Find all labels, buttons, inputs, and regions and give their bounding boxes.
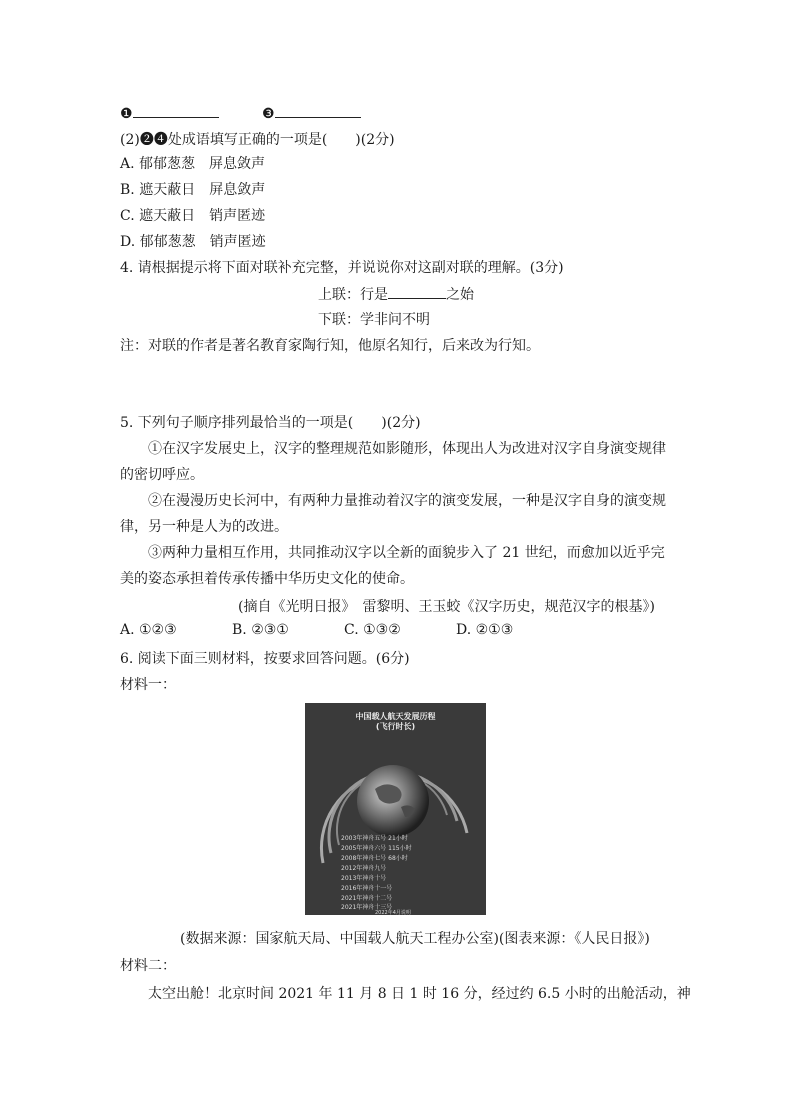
q5-source: (摘自《光明日报》 雷黎明、王玉蛟《汉字历史，规范汉字的根基》) xyxy=(238,599,655,615)
figure-item: 2008年神舟七号 68小时 xyxy=(341,855,408,862)
figure-subtitle: (飞行时长) xyxy=(375,722,416,731)
q5-s1-line2: 的密切呼应。 xyxy=(120,467,204,483)
figure-item: 2012年神舟九号 xyxy=(341,865,387,872)
upper-blank[interactable] xyxy=(388,284,446,299)
q5-option-c[interactable]: C. ①③② xyxy=(344,622,401,638)
q5-s3-line1: ③两种力量相互作用，共同推动汉字以全新的面貌步入了 21 世纪，而愈加以近乎完 xyxy=(148,545,665,561)
material1-label: 材料一： xyxy=(120,677,176,693)
q5-s1-line1: ①在汉字发展史上，汉字的整理规范如影随形，体现出人为改进对汉字自身演变规律 xyxy=(148,441,666,457)
figure-item: 2021年神舟十二号 xyxy=(341,895,393,902)
blank-1-row xyxy=(120,103,219,122)
figure-title: 中国载人航天发展历程 xyxy=(355,712,436,721)
q4-stem: 4. 请根据提示将下面对联补充完整，并说说你对这副对联的理解。(3分) xyxy=(120,260,564,276)
orbit-rings-graphic xyxy=(305,703,486,915)
blank-3-marker: ❸ xyxy=(262,106,275,122)
figure-item: 2016年神舟十一号 xyxy=(341,885,393,892)
figure-item: 2003年神舟五号 21小时 xyxy=(341,835,408,842)
q4-upper-couplet xyxy=(318,284,474,304)
material2-line1: 太空出舱！北京时间 2021 年 11 月 8 日 1 时 16 分，经过约 6.5 小时的出舱活动，神 xyxy=(148,986,691,1002)
q4-lower-couplet: 下联：学非问不明 xyxy=(318,312,430,328)
q5-s2-line1: ②在漫漫历史长河中，有两种力量推动着汉字的演变发展，一种是汉字自身的演变规 xyxy=(148,493,666,509)
figure-caption: (数据来源：国家航天局、中国载人航天工程办公室)(图表来源：《人民日报》) xyxy=(180,931,650,947)
q5-s3-line2: 美的姿态承担着传承传播中华历史文化的使命。 xyxy=(120,571,414,587)
q3-option-c[interactable]: C. 遮天蔽日 销声匿迹 xyxy=(120,208,266,224)
q3-sub2-stem: (2)❷❹处成语填写正确的一项是( )(2分) xyxy=(120,132,395,148)
upper-prefix: 上联：行是 xyxy=(318,287,388,303)
q5-stem: 5. 下列句子顺序排列最恰当的一项是( )(2分) xyxy=(120,415,421,431)
q3-option-b[interactable]: B. 遮天蔽日 屏息敛声 xyxy=(120,182,266,198)
q3-option-d[interactable]: D. 郁郁葱葱 销声匿迹 xyxy=(120,234,266,250)
figure-item: 2021年神舟十三号 xyxy=(341,904,393,911)
q5-option-b[interactable]: B. ②③① xyxy=(232,622,289,638)
q5-option-d[interactable]: D. ②①③ xyxy=(456,622,514,638)
material2-label: 材料二： xyxy=(120,958,176,974)
q4-note: 注：对联的作者是著名教育家陶行知，他原名知行，后来改为行知。 xyxy=(120,338,540,354)
q6-stem: 6. 阅读下面三则材料，按要求回答问题。(6分) xyxy=(120,651,410,667)
q5-s2-line2: 律，另一种是人为的改进。 xyxy=(120,519,288,535)
figure-item: 2013年神舟十号 xyxy=(341,875,387,882)
q5-option-a[interactable]: A. ①②③ xyxy=(120,622,177,638)
blank-1-marker: ❶ xyxy=(120,106,133,122)
blank-3-line[interactable] xyxy=(275,103,361,118)
q3-option-a[interactable]: A. 郁郁葱葱 屏息敛声 xyxy=(120,156,266,172)
blank-1-line[interactable] xyxy=(133,103,219,118)
blank-3-row xyxy=(262,103,361,122)
figure-item: 2005年神舟六号 115小时 xyxy=(341,845,412,852)
figure-footer: 2022年4月说明 xyxy=(375,910,411,916)
spaceflight-infographic xyxy=(305,703,486,915)
upper-suffix: 之始 xyxy=(446,287,474,303)
